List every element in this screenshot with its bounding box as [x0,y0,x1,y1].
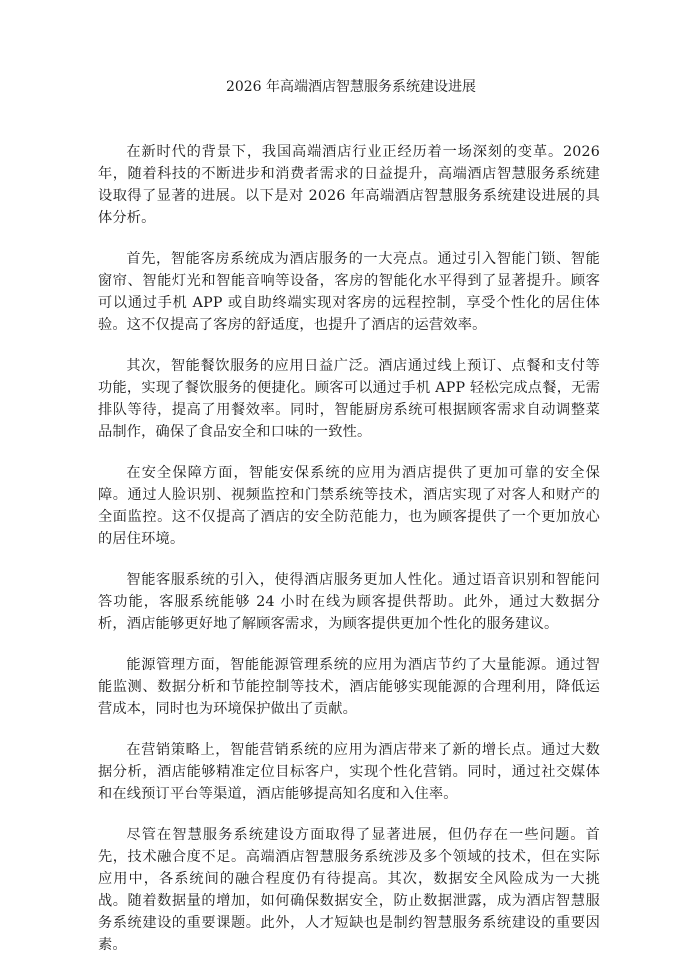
paragraph-intro: 在新时代的背景下，我国高端酒店行业正经历着一场深刻的变革。2026 年，随着科技的不断进步和消费者需求的日益提升，高端酒店智慧服务系统建设取得了显著的进展。以下是对 2026 年高端酒店智慧服务系统建设进展的具体分析。 [98,144,600,226]
paragraph-marketing: 在营销策略上，智能营销系统的应用为酒店带来了新的增长点。通过大数据分析，酒店能够精准定位目标客户，实现个性化营销。同时，通过社交媒体和在线预订平台等渠道，酒店能够提高知名度和入住率。 [98,742,600,802]
paragraph-security: 在安全保障方面，智能安保系统的应用为酒店提供了更加可靠的安全保障。通过人脸识别、视频监控和门禁系统等技术，酒店实现了对客人和财产的全面监控。这不仅提高了酒店的安全防范能力，也为顾客提供了一个更加放心的居住环境。 [98,465,600,547]
paragraph-smart-rooms: 首先，智能客房系统成为酒店服务的一大亮点。通过引入智能门锁、智能窗帘、智能灯光和智能音响等设备，客房的智能化水平得到了显著提升。顾客可以通过手机 APP 或自助终端实现对客房的远程控制，享受个性化的居住体验。这不仅提高了客房的舒适度，也提升了酒店的运营效率。 [98,251,600,333]
paragraph-energy: 能源管理方面，智能能源管理系统的应用为酒店节约了大量能源。通过智能监测、数据分析和节能控制等技术，酒店能够实现能源的合理利用，降低运营成本，同时也为环境保护做出了贡献。 [98,657,600,717]
paragraph-customer-service: 智能客服系统的引入，使得酒店服务更加人性化。通过语音识别和智能问答功能，客服系统能够 24 小时在线为顾客提供帮助。此外，通过大数据分析，酒店能够更好地了解顾客需求，为顾客提供更加个性化的服务建议。 [98,572,600,632]
paragraph-smart-dining: 其次，智能餐饮服务的应用日益广泛。酒店通过线上预订、点餐和支付等功能，实现了餐饮服务的便捷化。顾客可以通过手机 APP 轻松完成点餐，无需排队等待，提高了用餐效率。同时，智能厨房系统可根据顾客需求自动调整菜品制作，确保了食品安全和口味的一致性。 [98,358,600,440]
document-title: 2026 年高端酒店智慧服务系统建设进展 [225,79,477,95]
paragraph-challenges: 尽管在智慧服务系统建设方面取得了显著进展，但仍存在一些问题。首先，技术融合度不足。高端酒店智慧服务系统涉及多个领域的技术，但在实际应用中，各系统间的融合程度仍有待提高。其次，数据安全风险成为一大挑战。随着数据量的增加，如何确保数据安全，防止数据泄露，成为酒店智慧服务系统建设的重要课题。此外，人才短缺也是制约智慧服务系统建设的重要因素。 [98,827,600,953]
